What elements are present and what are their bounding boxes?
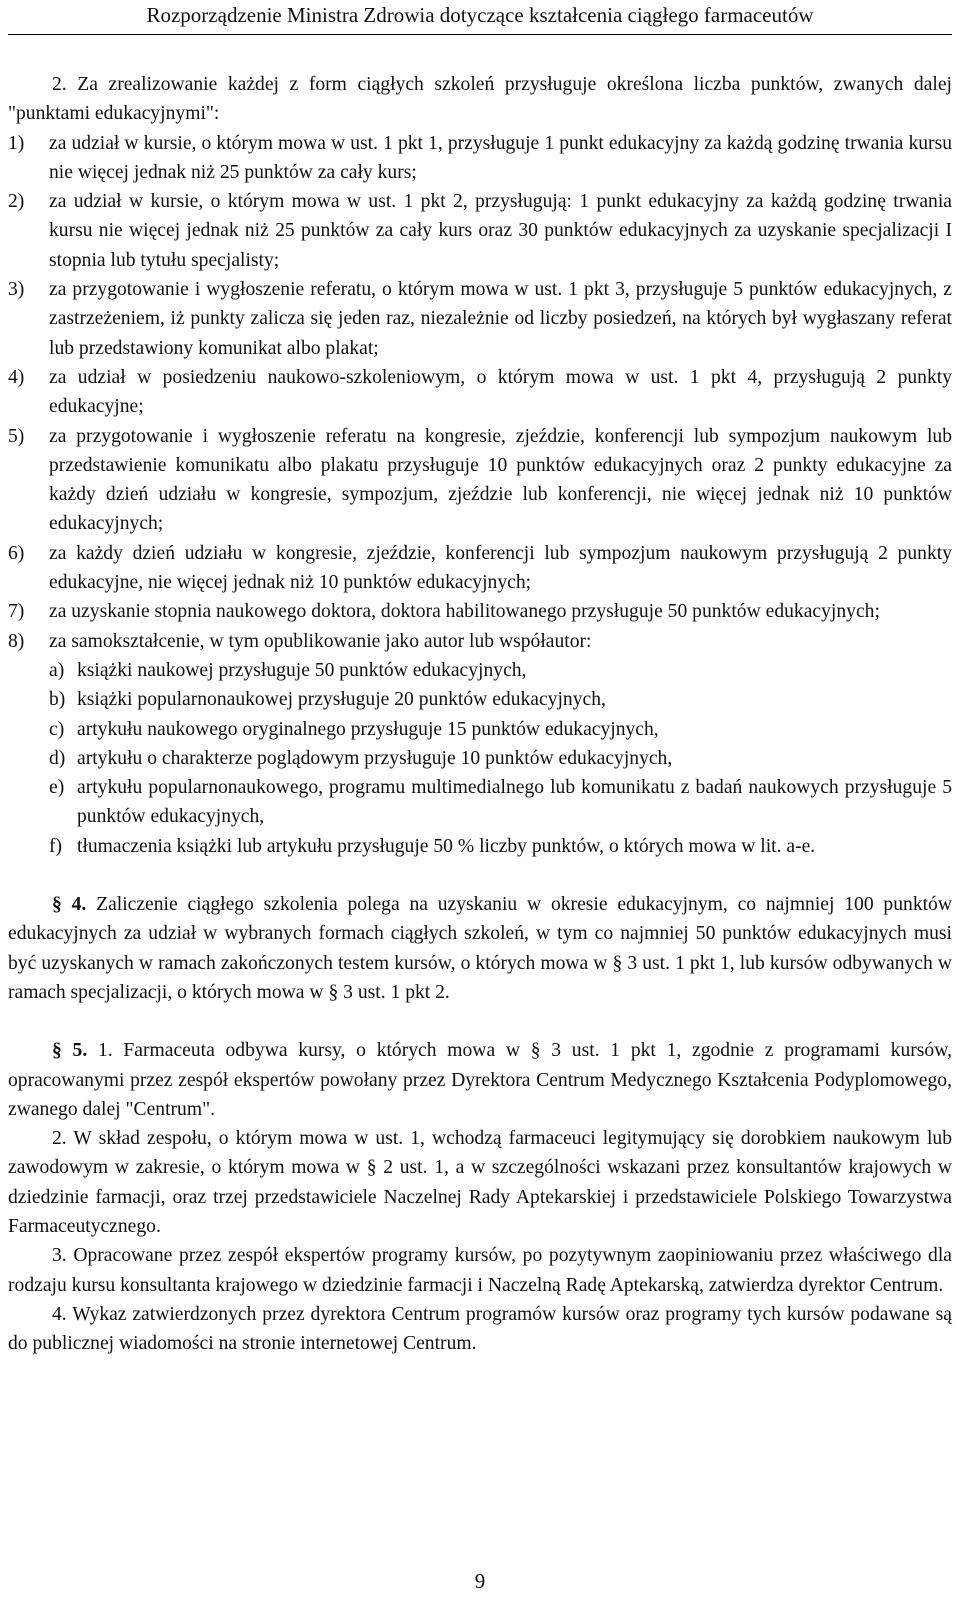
list-item bbox=[8, 627, 952, 656]
sub-list-item-letter: d) bbox=[49, 747, 66, 769]
section-5-paragraph-4: 4. Wykaz zatwierdzonych przez dyrektora Centrum programów kursów oraz programy tych kursów podawane są do publicznej wiadomości na stronie internetowej Centrum. bbox=[8, 1303, 952, 1355]
section-4-mark: § 4. bbox=[52, 894, 87, 916]
section-5-paragraph-2: 2. W skład zespołu, o którym mowa w ust. 1, wchodzą farmaceuci legitymujący się dorobkiem naukowym lub zawodowym w zakresie, o którym mowa w § 2 ust. 1, a w szczególności wskazani przez konsultantów krajowych w dziedzinie farmacji, oraz trzej przedstawiciele Naczelnej Rady Aptekarskiej i przedstawiciele Polskiego Towarzystwa Farmaceutycznego. bbox=[8, 1128, 952, 1237]
list-item-number: 2) bbox=[8, 191, 25, 213]
list-item bbox=[8, 597, 952, 626]
list-item bbox=[8, 187, 952, 275]
section-5-p1-text: 1. Farmaceuta odbywa kursy, o których mowa w § 3 ust. 1 pkt 1, zgodnie z programami kursów, opracowanymi przez zespół ekspertów powołany przez Dyrektora Centrum Medycznego Kształcenia Podyplomowego, zwanego dalej "Centrum". bbox=[8, 1040, 952, 1120]
section-5-paragraph-3: 3. Opracowane przez zespół ekspertów programy kursów, po pozytywnym zaopiniowaniu przez właściwego dla rodzaju kursu konsultanta krajowego w dziedzinie farmacji i Naczelną Radę Aptekarską, zatwierdza dyrektor Centrum. bbox=[8, 1245, 952, 1296]
list-item-text: za udział w kursie, o którym mowa w ust. 1 pkt 2, przysługują: 1 punkt edukacyjny za każdą godzinę trwania kursu nie więcej jednak niż 25 punktów za cały kurs oraz 30 punktów edukacyjnych za uzyskanie specjalizacji I stopnia lub tytułu specjalisty; bbox=[49, 191, 952, 271]
document-body bbox=[8, 70, 952, 1358]
list-item bbox=[8, 275, 952, 363]
list-item-text: za przygotowanie i wygłoszenie referatu na kongresie, zjeździe, konferencji lub sympozjum naukowym lub przedstawienie komunikatu albo plakatu przysługuje 10 punktów edukacyjnych oraz 2 punkty edukacyjne za każdy dzień udziału w kongresie, sympozjum, zjeździe lub konferencji, nie więcej jednak niż 10 punktów edukacyjnych; bbox=[49, 425, 952, 535]
list-item-number: 3) bbox=[8, 279, 25, 301]
list-item-text: za przygotowanie i wygłoszenie referatu, o którym mowa w ust. 1 pkt 3, przysługuje 5 punktów edukacyjnych, z zastrzeżeniem, iż punkty zalicza się jeden raz, niezależnie od liczby posiedzeń, na których był wygłaszany referat lub przedstawiony komunikat albo plakat; bbox=[49, 279, 952, 359]
sub-list-item bbox=[49, 773, 952, 832]
document-title: Rozporządzenie Ministra Zdrowia dotyczące kształcenia ciągłego farmaceutów bbox=[146, 3, 814, 27]
section-5-mark: § 5. bbox=[52, 1040, 88, 1062]
list-item-text: za każdy dzień udziału w kongresie, zjeździe, konferencji lub sympozjum naukowym przysługują 2 punkty edukacyjne, nie więcej jednak niż 10 punktów edukacyjnych; bbox=[49, 542, 952, 594]
sub-list-item-text: książki popularnonaukowej przysługuje 20 punktów edukacyjnych, bbox=[77, 689, 606, 711]
sub-list-item-text: artykułu o charakterze poglądowym przysługuje 10 punktów edukacyjnych, bbox=[77, 747, 673, 769]
sub-list-item-text: artykułu popularnonaukowego, programu multimedialnego lub komunikatu z badań naukowych przysługuje 5 punktów edukacyjnych, bbox=[77, 777, 952, 828]
list-item bbox=[8, 539, 952, 598]
list-item bbox=[8, 363, 952, 422]
sub-list-item-letter: f) bbox=[49, 835, 63, 857]
paragraph-3-2-lead: 2. Za zrealizowanie każdej z form ciągłych szkoleń przysługuje określona liczba punktów, zwanych dalej "punktami edukacyjnymi": bbox=[8, 74, 952, 125]
list-item-number: 7) bbox=[8, 601, 25, 623]
sub-list-item bbox=[49, 685, 952, 714]
sub-list-item-text: artykułu naukowego oryginalnego przysługuje 15 punktów edukacyjnych, bbox=[77, 718, 659, 740]
sub-list-item bbox=[49, 744, 952, 773]
sub-list-item-letter: a) bbox=[49, 659, 65, 681]
list-item-number: 5) bbox=[8, 425, 25, 447]
spacer bbox=[8, 1007, 952, 1036]
section-5-paragraph-1 bbox=[8, 1036, 952, 1124]
list-item bbox=[8, 129, 952, 188]
sub-list-item bbox=[49, 656, 952, 685]
list-item-number: 1) bbox=[8, 132, 25, 154]
list-item-text: za udział w posiedzeniu naukowo-szkoleniowym, o którym mowa w ust. 1 pkt 4, przysługują 2 punkty edukacyjne; bbox=[49, 366, 952, 418]
page-header bbox=[0, 0, 960, 30]
list-item-text: za samokształcenie, w tym opublikowanie jako autor lub współautor: bbox=[49, 630, 592, 652]
sub-list-item bbox=[49, 832, 952, 861]
sub-list-item-text: książki naukowej przysługuje 50 punktów edukacyjnych, bbox=[77, 659, 527, 681]
sub-list-item bbox=[49, 715, 952, 744]
sub-list-item-letter: e) bbox=[49, 777, 65, 799]
sub-list-item-letter: b) bbox=[49, 689, 66, 711]
list-item-number: 6) bbox=[8, 542, 25, 564]
page-number: 9 bbox=[474, 1569, 486, 1593]
section-4-paragraph bbox=[8, 890, 952, 1007]
list-item bbox=[8, 422, 952, 539]
list-item-number: 4) bbox=[8, 366, 25, 388]
list-item-number: 8) bbox=[8, 630, 25, 652]
header-divider bbox=[8, 34, 952, 35]
section-4-text: Zaliczenie ciągłego szkolenia polega na uzyskaniu w okresie edukacyjnym, co najmniej 100 punktów edukacyjnych za udział w wybranych formach ciągłych szkoleń, w tym co najmniej 50 punktów edukacyjnych musi być uzyskanych w ramach zakończonych testem kursów, o których mowa w § 3 ust. 1 pkt 1, lub kursów odbywanych w ramach specjalizacji, o których mowa w § 3 ust. 1 pkt 2. bbox=[8, 894, 953, 1003]
sub-list-item-letter: c) bbox=[49, 718, 65, 740]
list-item-text: za udział w kursie, o którym mowa w ust. 1 pkt 1, przysługuje 1 punkt edukacyjny za każdą godzinę trwania kursu nie więcej jednak niż 25 punktów za cały kurs; bbox=[49, 132, 952, 183]
sub-list-item-text: tłumaczenia książki lub artykułu przysługuje 50 % liczby punktów, o których mowa w lit. a-e. bbox=[77, 835, 816, 857]
spacer bbox=[8, 861, 952, 890]
points-list bbox=[8, 129, 952, 861]
list-item-text: za uzyskanie stopnia naukowego doktora, doktora habilitowanego przysługuje 50 punktów edukacyjnych; bbox=[49, 601, 880, 623]
